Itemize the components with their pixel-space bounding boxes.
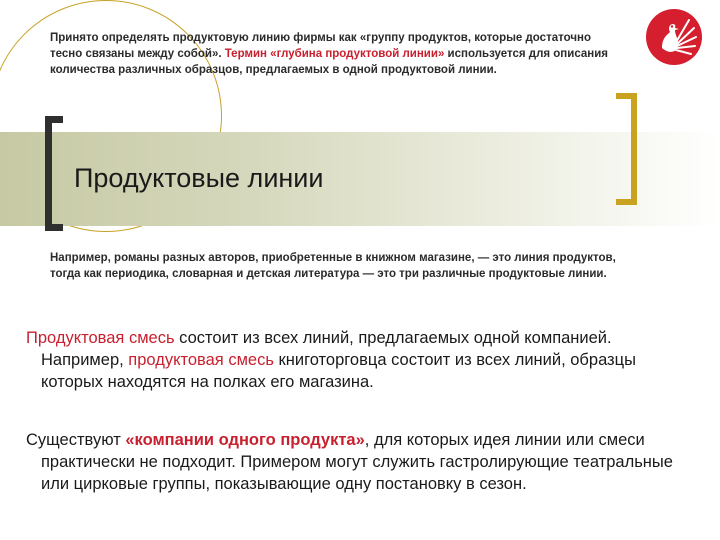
example-text: Например, романы разных авторов, приобретенные в книжном магазине, — это линия продуктов, тогда как периодика, словарная и детская литература — это три различные продуктовые линии. — [50, 252, 616, 280]
single-product-term: «компании одного продукта» — [125, 431, 365, 449]
depth-term: Термин «глубина продуктовой линии» — [224, 48, 445, 60]
left-bracket — [45, 116, 63, 231]
product-mix-text1: состоит из всех линий, предлагаемых одной компанией. Например, — [41, 329, 612, 369]
slide-title: Продуктовые линии — [74, 163, 324, 193]
product-mix-text2: книготорговца состоит из всех линий, образцы которых находятся на полках его магазина. — [41, 351, 636, 391]
single-product-text1: Существуют — [26, 431, 126, 449]
intro-text-part1: Принято определять продуктовую линию фирмы как «группу продуктов, которые достаточно тесно связаны между собой». — [50, 32, 591, 60]
peacock-icon — [645, 8, 703, 66]
product-mix-term-2: продуктовая смесь — [128, 351, 274, 369]
intro-text — [50, 30, 610, 78]
product-mix-paragraph — [26, 327, 691, 393]
product-mix-term: Продуктовая смесь — [26, 329, 175, 347]
single-product-text2: , для которых идея линии или смеси практически не подходит. Примером могут служить гастролирующие театральные или цирковые группы, показывающие одну постановку в сезон. — [41, 431, 673, 493]
right-bracket — [616, 93, 637, 205]
intro-text-part3: используется для описания количества различных образцов, предлагаемых в одной продуктовой линии. — [50, 48, 608, 76]
single-product-paragraph — [26, 429, 691, 495]
